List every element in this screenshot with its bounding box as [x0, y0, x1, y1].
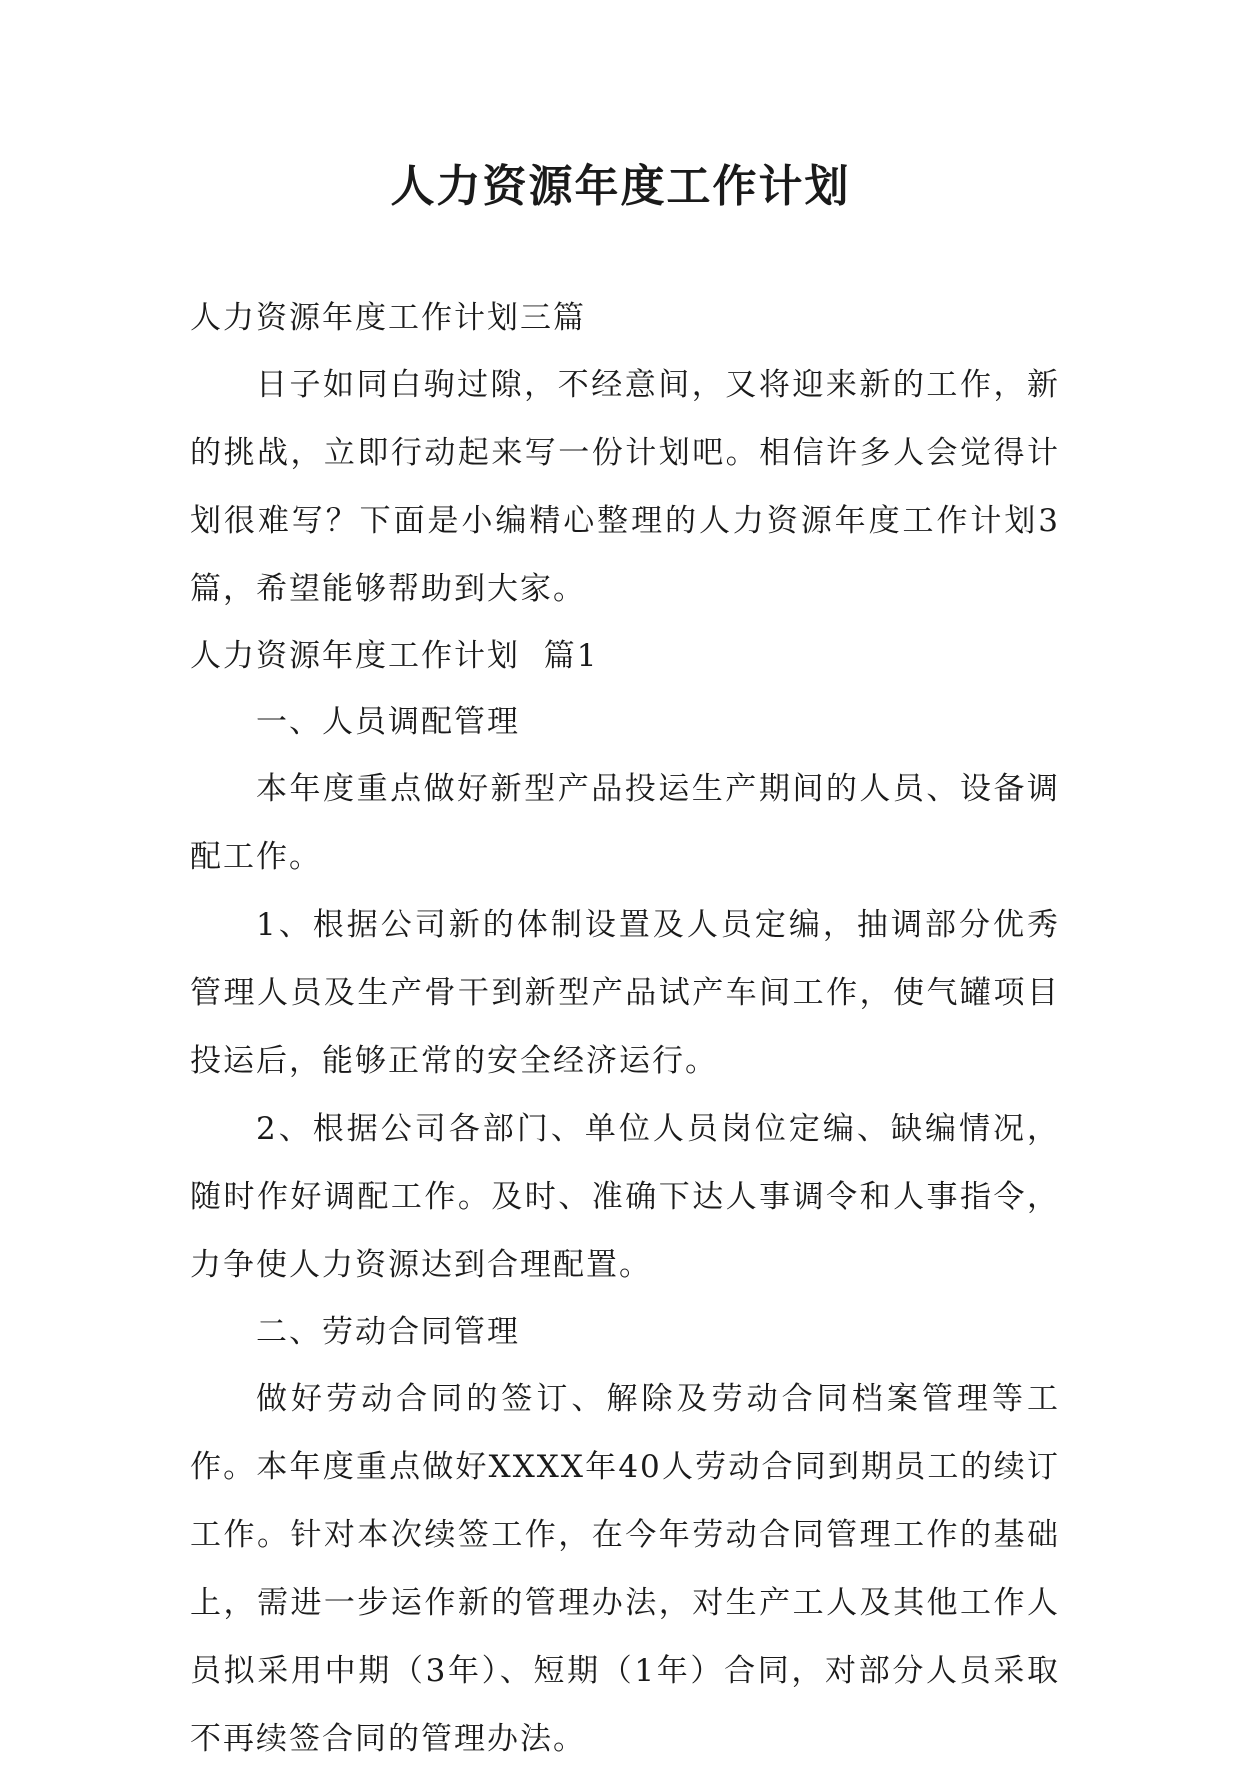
document-title: 人力资源年度工作计划	[390, 161, 851, 212]
paragraph: 做好劳动合同的签订、解除及劳动合同档案管理等工作。本年度重点做好XXXX年40人劳动合同到期员工的续订工作。针对本次续签工作，在今年劳动合同管理工作的基础上，需进一步运作新的管理办法，对生产工人及其他工作人员拟采用中期（3年）、短期（1年）合同，对部分人员采取不再续签合同的管理办法。	[190, 1381, 1060, 1757]
heading-staff-allocation: 一、人员调配管理	[256, 704, 520, 740]
intro-paragraph: 日子如同白驹过隙，不经意间，又将迎来新的工作，新的挑战，立即行动起来写一份计划吧。相信许多人会觉得计划很难写？下面是小编精心整理的人力资源年度工作计划3篇，希望能够帮助到大家。	[190, 367, 1060, 607]
heading-labor-contract: 二、劳动合同管理	[256, 1314, 520, 1350]
subtitle: 人力资源年度工作计划三篇	[190, 300, 586, 336]
paragraph: 本年度重点做好新型产品投运生产期间的人员、设备调配工作。	[190, 771, 1060, 875]
paragraph: 1、根据公司新的体制设置及人员定编，抽调部分优秀管理人员及生产骨干到新型产品试产车间工作，使气罐项目投运后，能够正常的安全经济运行。	[190, 907, 1060, 1079]
section-title: 人力资源年度工作计划 篇1	[190, 638, 599, 674]
paragraph: 2、根据公司各部门、单位人员岗位定编、缺编情况，随时作好调配工作。及时、准确下达人事调令和人事指令，力争使人力资源达到合理配置。	[190, 1111, 1060, 1283]
document-body	[190, 285, 1060, 1773]
